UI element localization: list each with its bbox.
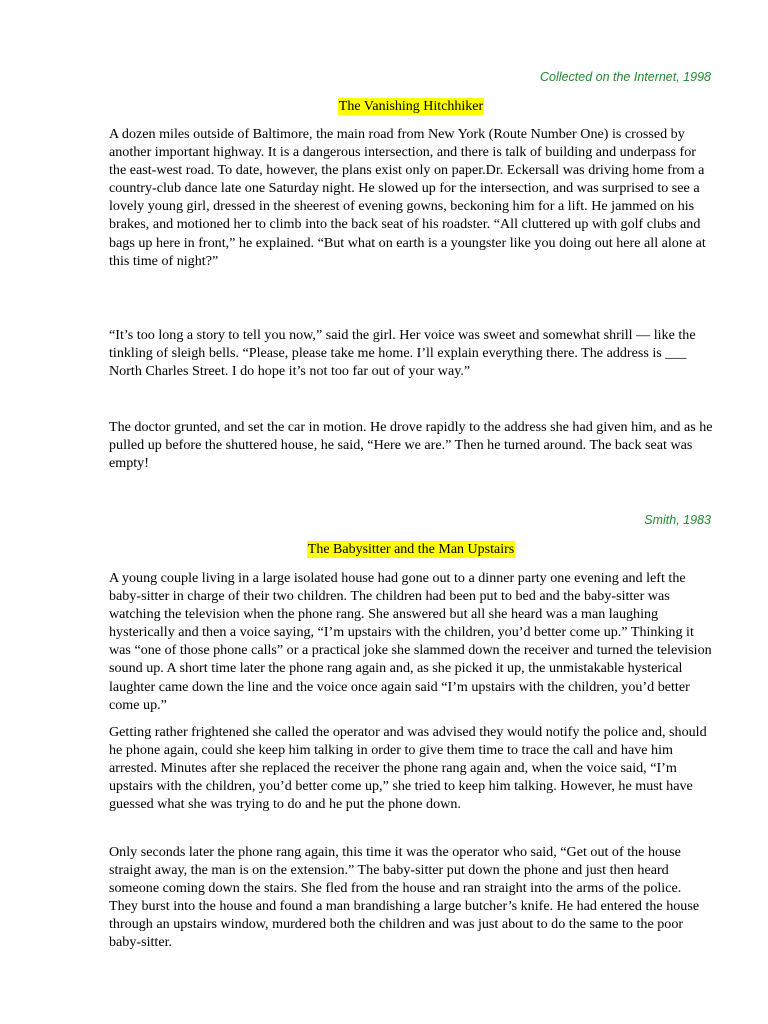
story1-paragraph: A dozen miles outside of Baltimore, the main road from New York (Route Number One) is crossed by another important highway. It is a dangerous intersection, and there is talk of building and underpass for the east-west road. To date, however, the plans exist only on paper.Dr. Eckersall was driving home from a country-club dance late one Saturday night. He slowed up for the intersection, and was surprised to see a lovely young girl, dressed in the sheerest of evening gowns, beckoning him for a lift. He jammed on his brakes, and motioned her to climb into the back seat of his roadster. “All cluttered up with golf clubs and bags up here in front,” he explained. “But what on earth is a youngster like you doing out here all alone at this time of night?” [109,126,706,269]
story1-source: Collected on the Internet, 1998 [540,70,711,84]
story2-paragraph: Getting rather frightened she called the operator and was advised they would notify the police and, should he phone again, could she keep him talking in order to give them time to trace the call and have him arrested. Minutes after she replaced the receiver the phone rang again and, when the voice said, “I’m upstairs with the children, you’d better come up,” she tried to keep him talking. However, he must have guessed what she was trying to do and he put the phone down. [109,724,707,813]
story2-paragraph: A young couple living in a large isolated house had gone out to a dinner party one evening and left the baby-sitter in charge of their two children. The children had been put to bed and the baby-sitter was watching the television when the phone rang. She answered but all she heard was a man laughing hysterically and then a voice saying, “I’m upstairs with the children, you’d better come up.” Thinking it was “one of those phone calls” or a practical joke she slammed down the receiver and turned the television sound up. A short time later the phone rang again and, as she picked it up, the unmistakable hysterical laughter came down the line and the voice once again said “I’m upstairs with the children, you’d better come up.” [109,570,712,713]
story1-title-line [109,97,713,116]
story1-title: The Vanishing Hitchhiker [338,99,484,114]
story2-title: The Babysitter and the Man Upstairs [307,542,515,557]
story2-title-line [109,540,713,559]
story1-paragraph: The doctor grunted, and set the car in motion. He drove rapidly to the address she had given him, and as he pulled up before the shuttered house, he said, “Here we are.” Then he turned around. The back seat was empty! [109,419,713,472]
story2-paragraph: Only seconds later the phone rang again, this time it was the operator who said, “Get out of the house straight away, the man is on the extension.” The baby-sitter put down the phone and just then heard someone coming down the stairs. She fled from the house and ran straight into the arms of the police. They burst into the house and found a man brandishing a large butcher’s knife. He had entered the house through an upstairs window, murdered both the children and was just about to do the same to the poor baby-sitter. [109,844,700,951]
story1-paragraph: “It’s too long a story to tell you now,” said the girl. Her voice was sweet and somewhat shrill — like the tinkling of sleigh bells. “Please, please take me home. I’ll explain everything there. The address is ___ North Charles Street. I do hope it’s not too far out of your way.” [109,327,696,380]
story2-source: Smith, 1983 [644,513,711,527]
document-page [109,0,713,1024]
